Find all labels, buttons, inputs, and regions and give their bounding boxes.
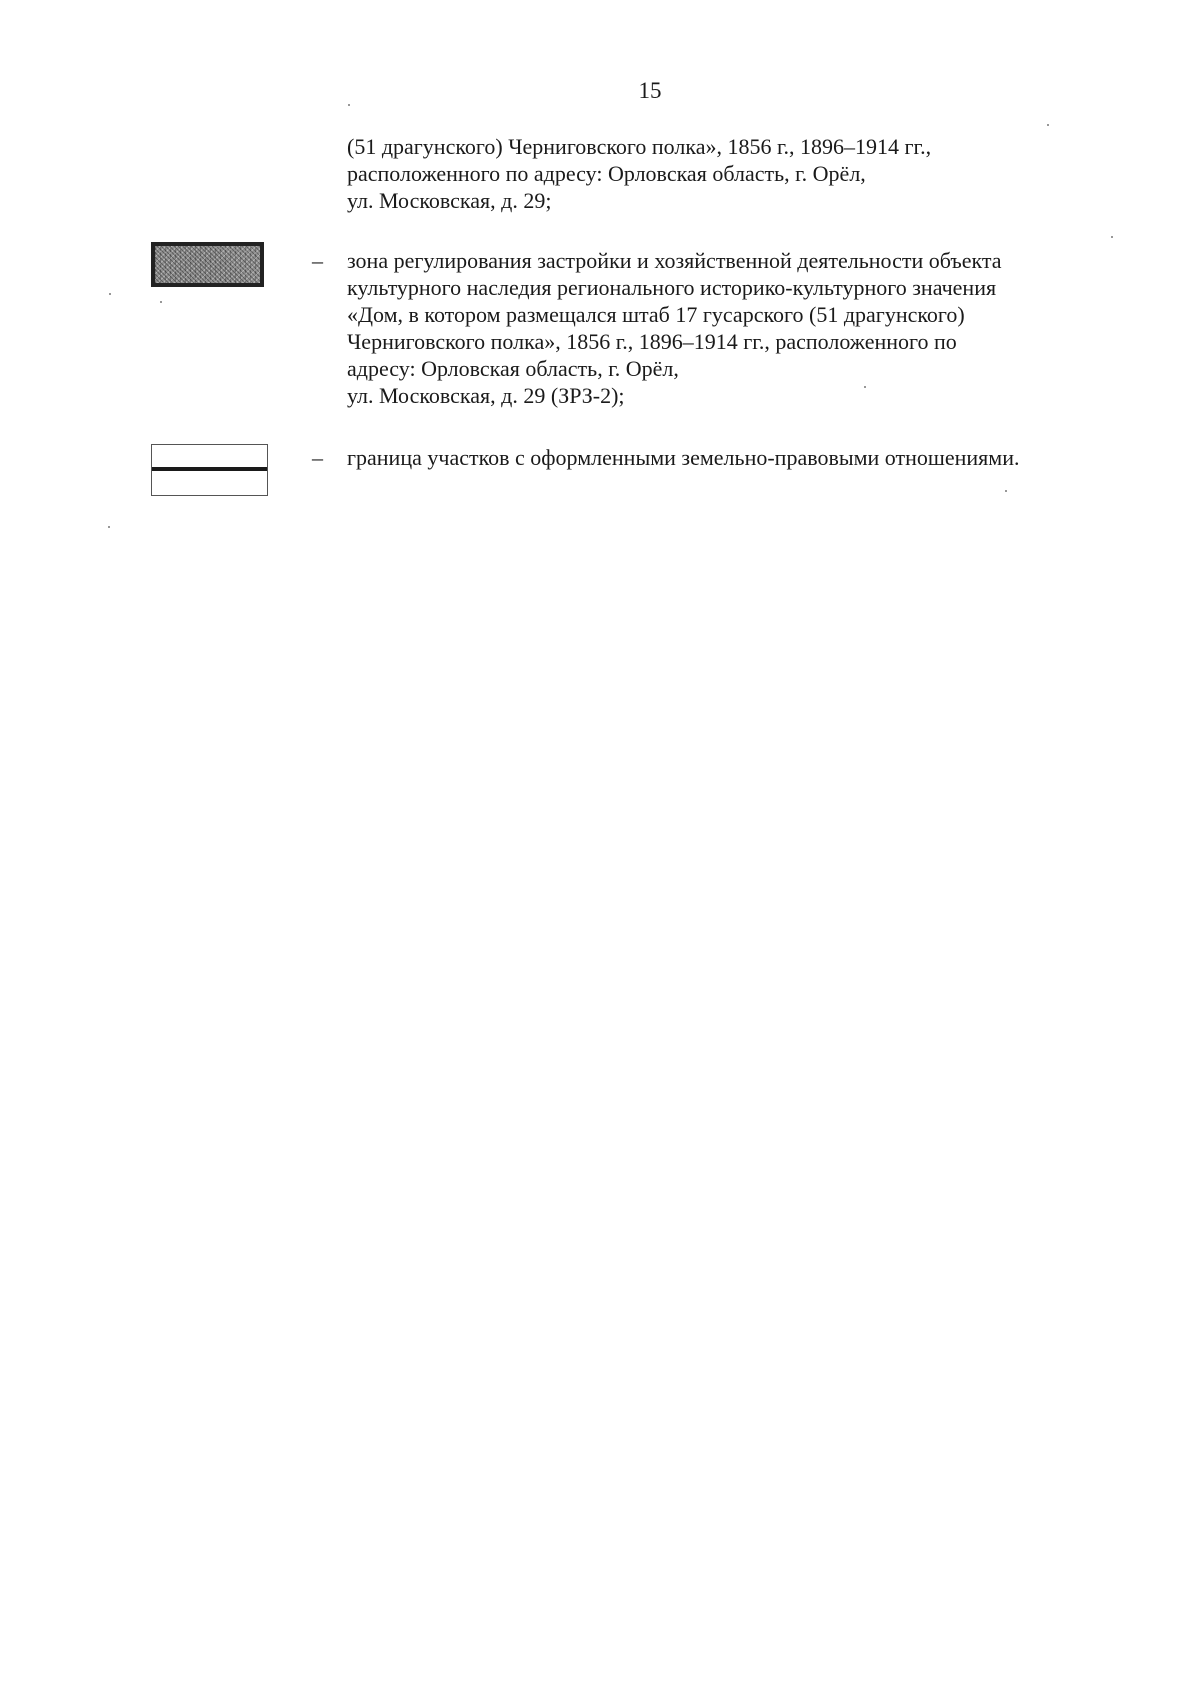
- text-line: граница участков с оформленными земельно-правовыми отношениями.: [347, 445, 1020, 470]
- boundary-line: [152, 467, 267, 471]
- legend-dash: –: [312, 445, 323, 470]
- scan-speck: [348, 104, 350, 106]
- legend-item-zrz2-text: [347, 247, 1002, 409]
- text-line: зона регулирования застройки и хозяйственной деятельности объекта: [347, 248, 1002, 273]
- scan-speck: [108, 526, 110, 528]
- boundary-line-legend-symbol: [151, 444, 268, 496]
- scan-speck: [1047, 124, 1049, 126]
- continuation-text: [347, 133, 931, 214]
- legend-item-boundary-text: [347, 444, 1019, 471]
- text-line: (51 драгунского) Черниговского полка», 1856 г., 1896–1914 гг.,: [347, 134, 932, 159]
- scan-speck: [864, 386, 866, 388]
- text-line: культурного наследия регионального историко-культурного значения: [347, 275, 997, 300]
- text-line: расположенного по адресу: Орловская область, г. Орёл,: [347, 161, 866, 186]
- text-line: ул. Московская, д. 29 (ЗРЗ-2);: [347, 383, 625, 408]
- text-line: «Дом, в котором размещался штаб 17 гусарского (51 драгунского): [347, 302, 965, 327]
- legend-dash: –: [312, 248, 323, 273]
- scan-speck: [1111, 236, 1113, 238]
- scan-speck: [1005, 490, 1007, 492]
- text-line: Черниговского полка», 1856 г., 1896–1914 гг., расположенного по: [347, 329, 957, 354]
- text-line: адресу: Орловская область, г. Орёл,: [347, 356, 679, 381]
- text-line: ул. Московская, д. 29;: [347, 188, 552, 213]
- page-number: 15: [638, 78, 662, 103]
- scan-speck: [109, 293, 111, 295]
- hatched-zone-legend-symbol: [151, 242, 264, 287]
- scan-speck: [160, 301, 162, 303]
